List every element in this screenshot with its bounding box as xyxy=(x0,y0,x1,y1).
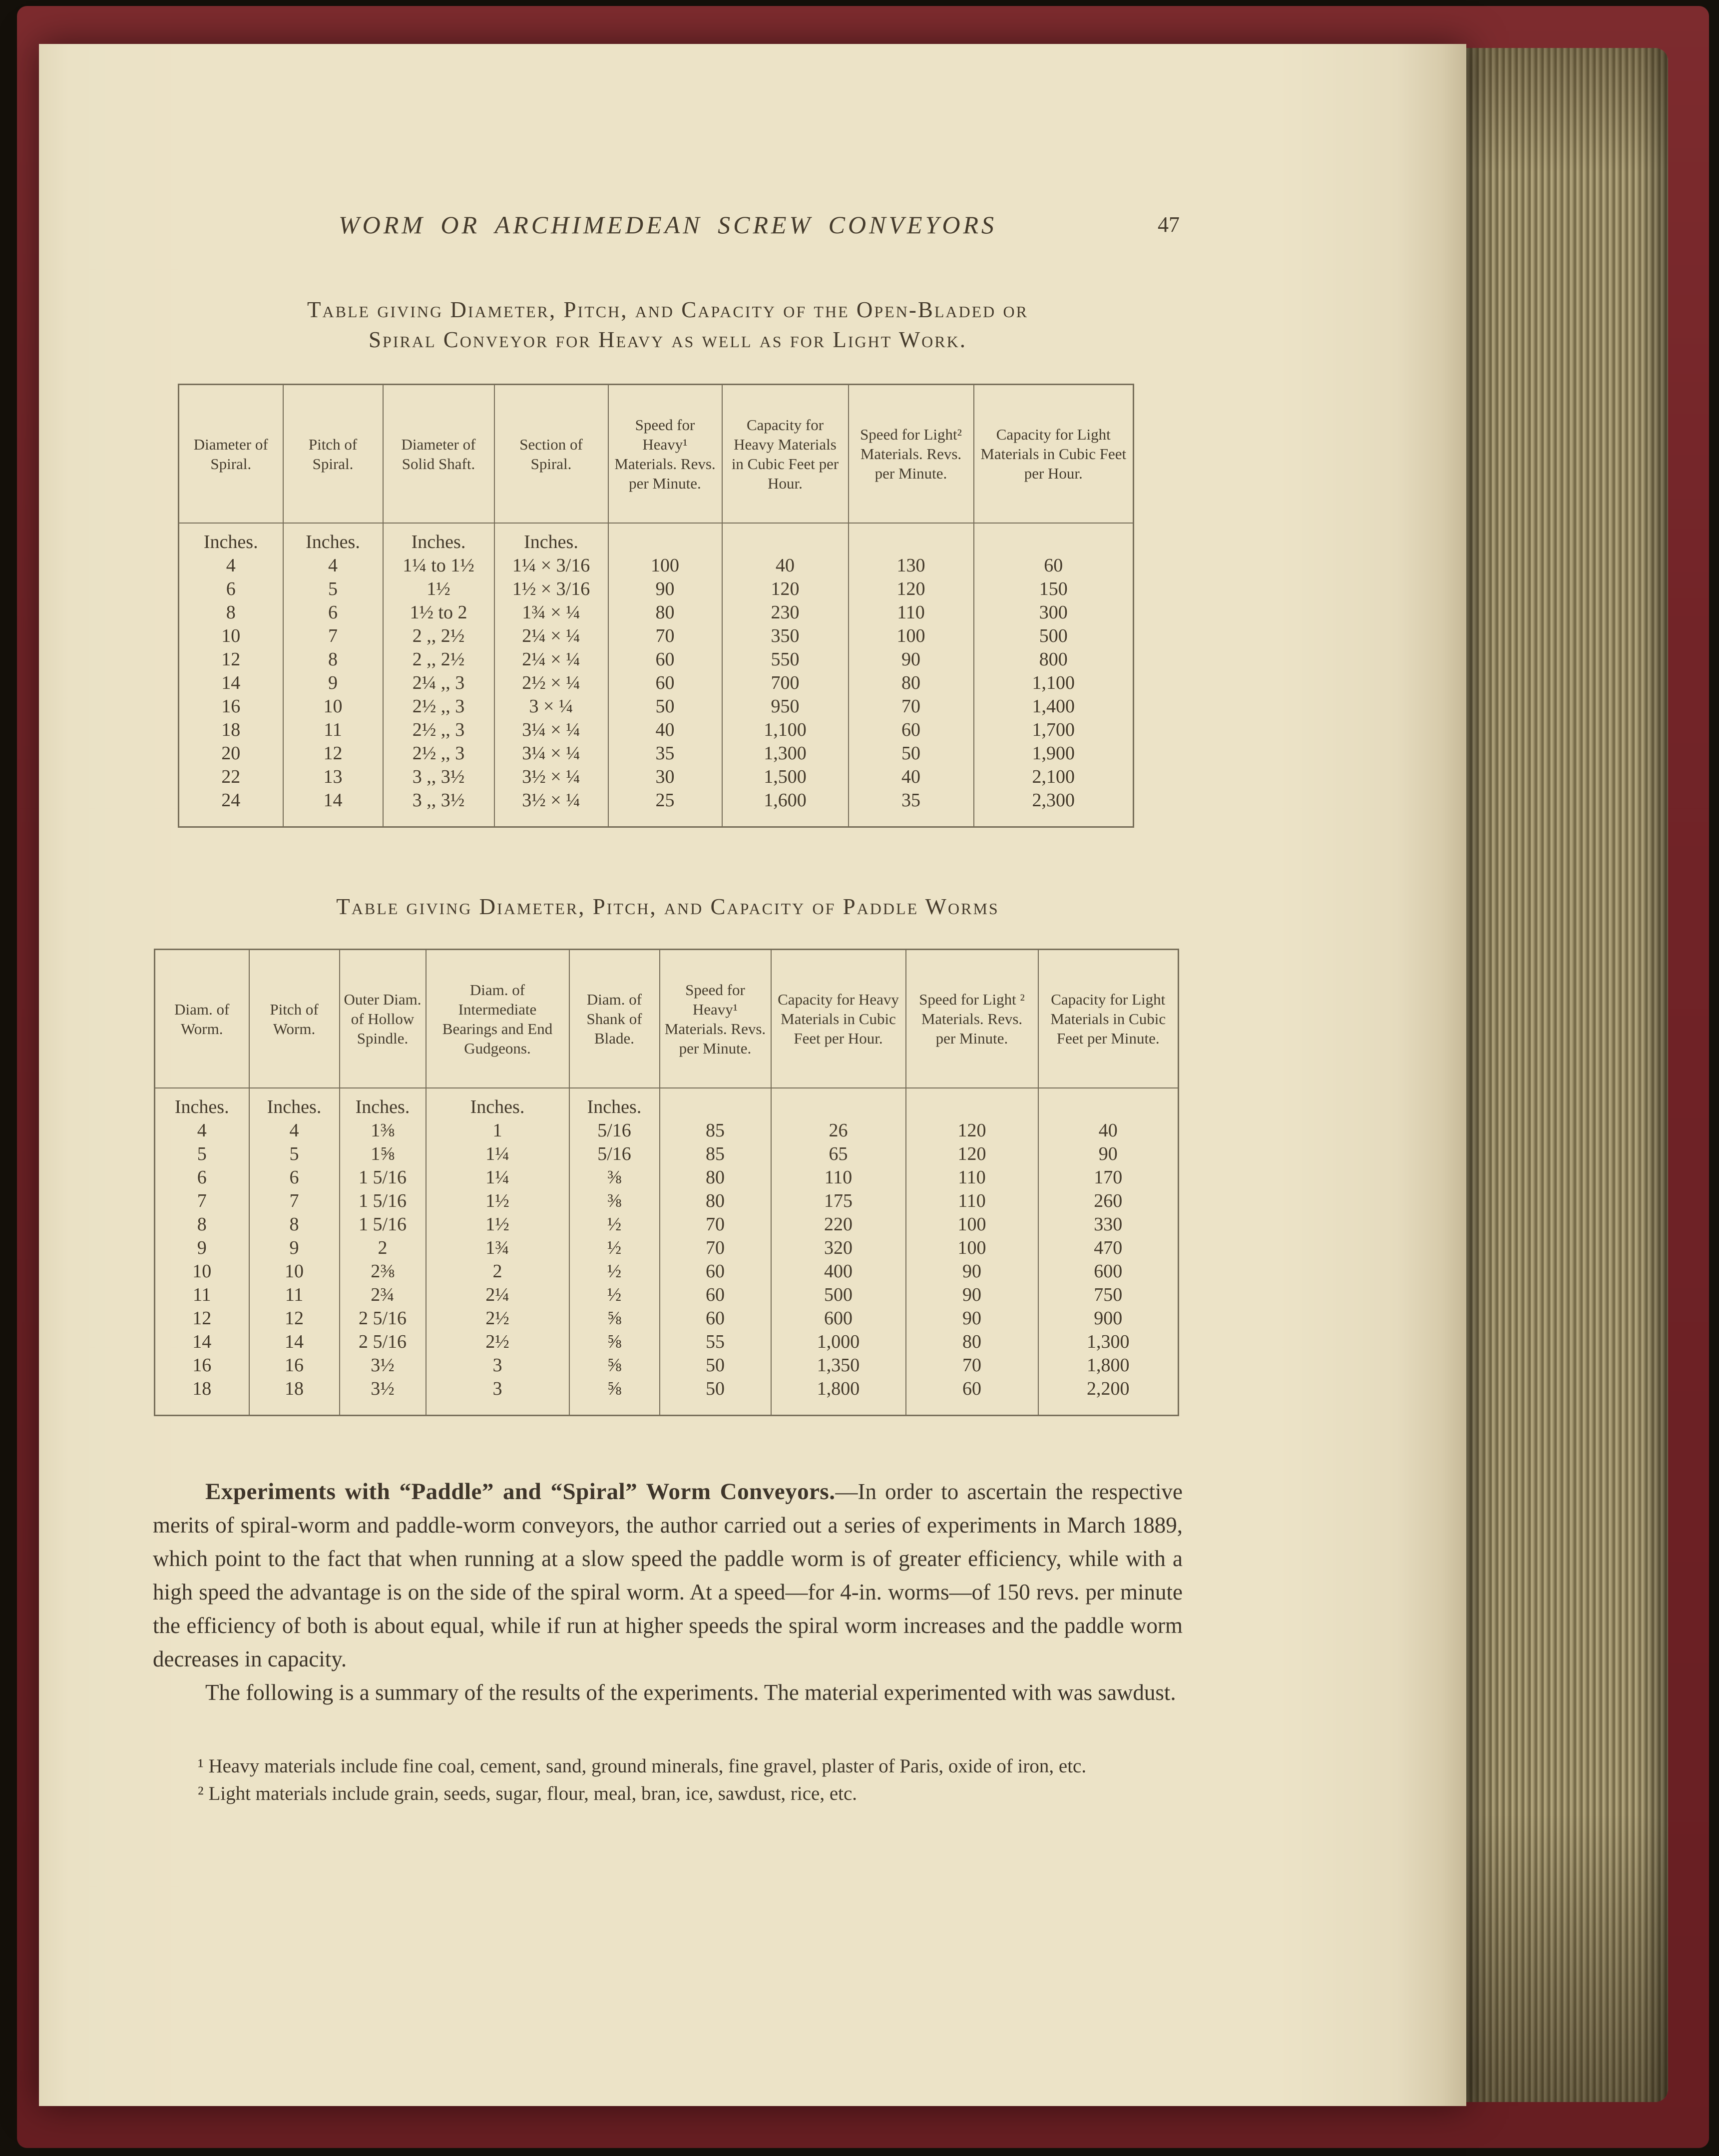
column-header: Diam. of Worm. xyxy=(155,950,249,1088)
spiral-conveyor-units xyxy=(179,523,1134,554)
table-cell: 5/16 xyxy=(569,1142,660,1166)
table-cell: 8 xyxy=(283,648,383,671)
table-cell: 100 xyxy=(849,624,974,648)
table-cell: 11 xyxy=(283,718,383,742)
table-cell: 60 xyxy=(906,1377,1038,1416)
table-cell: 120 xyxy=(906,1142,1038,1166)
table-cell: Inches. xyxy=(340,1088,426,1119)
table-row xyxy=(179,648,1134,671)
table-cell: 14 xyxy=(283,789,383,827)
table-cell: 9 xyxy=(249,1236,340,1260)
table-row xyxy=(155,1354,1179,1377)
table2-title xyxy=(153,892,1183,922)
table-cell: 2¼ ,, 3 xyxy=(383,671,494,695)
table-row xyxy=(155,1377,1179,1416)
column-header: Outer Diam. of Hollow Spindle. xyxy=(340,950,426,1088)
table-row xyxy=(179,789,1134,827)
column-header: Speed for Heavy¹ Materials. Revs. per Minute. xyxy=(660,950,771,1088)
table-cell: 2¼ xyxy=(426,1283,569,1307)
table-cell: 1¾ xyxy=(426,1236,569,1260)
table-cell: 9 xyxy=(283,671,383,695)
table-cell: 18 xyxy=(155,1377,249,1416)
table-cell: 1,400 xyxy=(1032,696,1075,717)
book-page xyxy=(39,44,1466,2106)
table-cell: 2½ ,, 3 xyxy=(383,742,494,765)
column-header: Capacity for Heavy Materials in Cubic Feet per Hour. xyxy=(722,385,849,524)
column-header: Diameter of Spiral. xyxy=(179,385,283,524)
table-cell: 25 xyxy=(608,789,722,827)
table-cell: 50 xyxy=(608,695,722,718)
table-cell: 10 xyxy=(179,624,283,648)
table-cell: 7 xyxy=(249,1189,340,1213)
table-cell: 4 xyxy=(249,1119,340,1142)
table-row xyxy=(155,1142,1179,1166)
header-row xyxy=(155,950,1179,1088)
running-head: WORM OR ARCHIMEDEAN SCREW CONVEYORS xyxy=(338,211,997,239)
column-header: Capacity for Heavy Materials in Cubic Feet per Hour. xyxy=(771,950,906,1088)
table-cell: 6 xyxy=(179,577,283,601)
table-cell: 500 xyxy=(1039,625,1068,646)
table-cell: 10 xyxy=(283,695,383,718)
column-header: Diameter of Solid Shaft. xyxy=(383,385,494,524)
paragraph-lead-heading: Experiments with “Paddle” and “Spiral” Worm Conveyors. xyxy=(205,1479,836,1505)
table-cell: 70 xyxy=(906,1354,1038,1377)
table-cell: 40 xyxy=(849,765,974,789)
spiral-conveyor-table-head xyxy=(179,385,1134,524)
table-row xyxy=(155,1189,1179,1213)
table-cell: 14 xyxy=(249,1330,340,1354)
table-cell: Inches. xyxy=(283,523,383,554)
table-cell: 1¼ xyxy=(426,1166,569,1189)
table-cell: Inches. xyxy=(179,523,283,554)
table-cell: 500 xyxy=(771,1283,906,1307)
table-cell: 16 xyxy=(155,1354,249,1377)
table-cell: 1⅜ xyxy=(340,1119,426,1142)
table-cell: 26 xyxy=(771,1119,906,1142)
table-cell: 80 xyxy=(660,1166,771,1189)
table1-title-line1: Table giving Diameter, Pitch, and Capacity of the Open-Bladed or xyxy=(307,297,1028,322)
table-cell: 4 xyxy=(155,1119,249,1142)
column-header: Diam. of Shank of Blade. xyxy=(569,950,660,1088)
table-cell: 1,700 xyxy=(1032,719,1075,740)
table-cell: 320 xyxy=(771,1236,906,1260)
table-cell: 60 xyxy=(608,648,722,671)
table-cell: 7 xyxy=(155,1189,249,1213)
table-cell: 1¾ × ¼ xyxy=(494,601,608,624)
column-header: Speed for Light ² Materials. Revs. per Minute. xyxy=(906,950,1038,1088)
table-row xyxy=(155,1119,1179,1142)
table-cell: 1,800 xyxy=(771,1377,906,1416)
column-header: Pitch of Spiral. xyxy=(283,385,383,524)
table-cell: 1½ to 2 xyxy=(383,601,494,624)
table-cell: 700 xyxy=(722,671,849,695)
table-cell: 220 xyxy=(771,1213,906,1236)
table-cell: 110 xyxy=(906,1166,1038,1189)
header-row xyxy=(179,385,1134,524)
table-cell: 3½ × ¼ xyxy=(494,765,608,789)
table-cell xyxy=(849,523,974,554)
table-cell: 90 xyxy=(906,1283,1038,1307)
table-row xyxy=(155,1088,1179,1119)
table-cell: 1 xyxy=(426,1119,569,1142)
table-cell: 3½ xyxy=(340,1354,426,1377)
table-cell: 35 xyxy=(849,789,974,827)
table-cell: 3 xyxy=(426,1354,569,1377)
page-header xyxy=(153,209,1183,247)
spiral-conveyor-body xyxy=(179,554,1134,827)
table-cell: 10 xyxy=(249,1260,340,1283)
table-cell: 6 xyxy=(155,1166,249,1189)
table-cell: Inches. xyxy=(494,523,608,554)
table-cell: 90 xyxy=(849,648,974,671)
table-cell: 24 xyxy=(179,789,283,827)
table-cell: 90 xyxy=(906,1260,1038,1283)
table-cell: 3½ × ¼ xyxy=(494,789,608,827)
table-cell: 22 xyxy=(179,765,283,789)
table-cell: 230 xyxy=(722,601,849,624)
table-cell: 8 xyxy=(179,601,283,624)
paddle-worms-body xyxy=(155,1119,1179,1416)
table-row xyxy=(179,695,1134,718)
table-row xyxy=(155,1166,1179,1189)
table-cell: 3¼ × ¼ xyxy=(494,742,608,765)
table-cell: 18 xyxy=(249,1377,340,1416)
table-cell: 1,100 xyxy=(722,718,849,742)
table-cell: 2½ xyxy=(426,1330,569,1354)
table-cell: 2⅜ xyxy=(340,1260,426,1283)
table-cell: 55 xyxy=(660,1330,771,1354)
table-cell: 2 ,, 2½ xyxy=(383,648,494,671)
table-cell: 5 xyxy=(283,577,383,601)
table-cell: 1,600 xyxy=(722,789,849,827)
table-cell: Inches. xyxy=(155,1088,249,1119)
table-cell: 50 xyxy=(849,742,974,765)
table-cell: 1¼ × 3/16 xyxy=(494,554,608,577)
table-cell: 2½ ,, 3 xyxy=(383,695,494,718)
table-cell: 12 xyxy=(155,1307,249,1330)
table-cell: Inches. xyxy=(426,1088,569,1119)
table-cell: 2½ xyxy=(426,1307,569,1330)
table-row xyxy=(179,765,1134,789)
table-cell xyxy=(771,1088,906,1119)
table-cell: 12 xyxy=(179,648,283,671)
table-cell: ½ xyxy=(569,1260,660,1283)
table-cell: 1,300 xyxy=(1087,1331,1130,1352)
table-cell: 350 xyxy=(722,624,849,648)
table-cell: 950 xyxy=(722,695,849,718)
table-cell: 2,200 xyxy=(1087,1378,1130,1399)
table-cell: ⅝ xyxy=(569,1307,660,1330)
column-header: Diam. of Intermediate Bearings and End Gudgeons. xyxy=(426,950,569,1088)
table-row xyxy=(179,671,1134,695)
table-cell: 1⅝ xyxy=(340,1142,426,1166)
table-cell: 470 xyxy=(1094,1237,1123,1258)
table-cell: 5 xyxy=(155,1142,249,1166)
table-cell: 2 5/16 xyxy=(340,1307,426,1330)
table-cell xyxy=(660,1088,771,1119)
table-cell: 8 xyxy=(249,1213,340,1236)
table-cell: 170 xyxy=(1094,1167,1123,1188)
table-cell xyxy=(1038,1088,1179,1119)
table-row xyxy=(155,1236,1179,1260)
paddle-worms-table-head xyxy=(155,950,1179,1088)
table-cell: 1,000 xyxy=(771,1330,906,1354)
table-cell: 16 xyxy=(249,1354,340,1377)
table-cell: 5/16 xyxy=(569,1119,660,1142)
table-cell: 2¾ xyxy=(340,1283,426,1307)
table-cell: 13 xyxy=(283,765,383,789)
table-cell: 70 xyxy=(849,695,974,718)
table-cell: 2 xyxy=(426,1260,569,1283)
table-cell: 2¼ × ¼ xyxy=(494,648,608,671)
table-cell: 14 xyxy=(179,671,283,695)
table-cell: 70 xyxy=(660,1236,771,1260)
table-cell: 60 xyxy=(660,1260,771,1283)
table-row xyxy=(179,554,1134,577)
table-cell: 35 xyxy=(608,742,722,765)
table-cell: 18 xyxy=(179,718,283,742)
table-cell: 3½ xyxy=(340,1377,426,1416)
table-cell: 16 xyxy=(179,695,283,718)
table-cell: 1¼ xyxy=(426,1142,569,1166)
table-cell: 40 xyxy=(608,718,722,742)
table-cell: 5 xyxy=(249,1142,340,1166)
table-cell: 60 xyxy=(1044,555,1063,576)
table-cell: 120 xyxy=(722,577,849,601)
table-cell: 300 xyxy=(1039,602,1068,623)
table-cell: 110 xyxy=(906,1189,1038,1213)
table-row xyxy=(179,742,1134,765)
table-cell: 40 xyxy=(722,554,849,577)
table-cell: ⅝ xyxy=(569,1330,660,1354)
table-row xyxy=(179,601,1134,624)
paddle-worms-units xyxy=(155,1088,1179,1119)
table-cell: 11 xyxy=(155,1283,249,1307)
table-cell: 400 xyxy=(771,1260,906,1283)
table-cell: 6 xyxy=(283,601,383,624)
table-cell: 1,350 xyxy=(771,1354,906,1377)
column-header: Capacity for Light Materials in Cubic Feet per Minute. xyxy=(1038,950,1179,1088)
book-page-edges xyxy=(1466,48,1668,2102)
table-row xyxy=(179,624,1134,648)
table-cell: 2,100 xyxy=(1032,766,1075,787)
table-cell: 6 xyxy=(249,1166,340,1189)
table-row xyxy=(155,1307,1179,1330)
table-cell: ½ xyxy=(569,1283,660,1307)
table-cell: 20 xyxy=(179,742,283,765)
table-cell: 9 xyxy=(155,1236,249,1260)
table-cell: 100 xyxy=(906,1213,1038,1236)
table-cell: 10 xyxy=(155,1260,249,1283)
table-cell xyxy=(608,523,722,554)
table-cell: 60 xyxy=(660,1283,771,1307)
table-cell: 2½ × ¼ xyxy=(494,671,608,695)
table-cell: 90 xyxy=(906,1307,1038,1330)
page-number: 47 xyxy=(1158,212,1180,237)
table-cell: ⅜ xyxy=(569,1189,660,1213)
table-cell: 2 5/16 xyxy=(340,1330,426,1354)
table-cell: ½ xyxy=(569,1236,660,1260)
table-row xyxy=(155,1213,1179,1236)
table-cell: 750 xyxy=(1094,1284,1123,1305)
table-cell: 80 xyxy=(660,1189,771,1213)
footnotes xyxy=(153,1752,1183,1807)
table-cell: 50 xyxy=(660,1354,771,1377)
table-cell: 1,100 xyxy=(1032,672,1075,693)
table-cell: 60 xyxy=(849,718,974,742)
table-cell: 80 xyxy=(906,1330,1038,1354)
table-cell: 85 xyxy=(660,1142,771,1166)
table-cell: 1 5/16 xyxy=(340,1213,426,1236)
table-cell: 1½ xyxy=(426,1213,569,1236)
table-cell: 260 xyxy=(1094,1190,1123,1211)
table-cell: 900 xyxy=(1094,1308,1123,1329)
table-cell: 3 xyxy=(426,1377,569,1416)
table-cell: 175 xyxy=(771,1189,906,1213)
table-cell: 12 xyxy=(249,1307,340,1330)
column-header: Capacity for Light Materials in Cubic Feet per Hour. xyxy=(974,385,1134,524)
table-cell: 12 xyxy=(283,742,383,765)
table-cell: ⅜ xyxy=(569,1166,660,1189)
column-header: Pitch of Worm. xyxy=(249,950,340,1088)
table-cell: 50 xyxy=(660,1377,771,1416)
table2-title-line1: Table giving Diameter, Pitch, and Capacity of Paddle Worms xyxy=(336,894,999,919)
table-cell: Inches. xyxy=(569,1088,660,1119)
table-cell: Inches. xyxy=(249,1088,340,1119)
table-row xyxy=(179,718,1134,742)
table-cell: 110 xyxy=(771,1166,906,1189)
table-cell: 120 xyxy=(906,1119,1038,1142)
table-cell: 1,300 xyxy=(722,742,849,765)
table-cell: 3 ,, 3½ xyxy=(383,765,494,789)
table-cell: 1,800 xyxy=(1087,1355,1130,1376)
paragraph-summary: The following is a summary of the results of the experiments. The material experimented with was sawdust. xyxy=(205,1680,1176,1705)
table-cell: 1,500 xyxy=(722,765,849,789)
table-cell: 65 xyxy=(771,1142,906,1166)
paddle-worms-table xyxy=(154,949,1179,1416)
table-cell: 2 xyxy=(340,1236,426,1260)
table-cell: 600 xyxy=(771,1307,906,1330)
table-cell: 330 xyxy=(1094,1214,1123,1235)
table-row xyxy=(179,577,1134,601)
table-cell: ½ xyxy=(569,1213,660,1236)
paragraph-lead-body: —In order to ascertain the respective merits of spiral-worm and paddle-worm conveyors, the author carried out a series of experiments in March 1889, which point to the fact that when running at a slow speed the paddle worm is of greater efficiency, while with a high speed the advantage is on the side of the spiral worm. At a speed—for 4-in. worms—of 150 revs. per minute the efficiency of both is about equal, while if run at higher speeds the spiral worm increases and the paddle worm decreases in capacity. xyxy=(153,1479,1183,1671)
footnote-light-materials: ² Light materials include grain, seeds, sugar, flour, meal, bran, ice, sawdust, rice, etc. xyxy=(198,1783,858,1804)
column-header: Speed for Heavy¹ Materials. Revs. per Minute. xyxy=(608,385,722,524)
table-cell: Inches. xyxy=(383,523,494,554)
table-cell: 80 xyxy=(608,601,722,624)
table-cell: 8 xyxy=(155,1213,249,1236)
column-header: Speed for Light² Materials. Revs. per Minute. xyxy=(849,385,974,524)
page-content xyxy=(153,209,1183,1807)
table-cell: 3 ,, 3½ xyxy=(383,789,494,827)
table-cell: 70 xyxy=(660,1213,771,1236)
table-cell: 600 xyxy=(1094,1261,1123,1282)
column-header: Section of Spiral. xyxy=(494,385,608,524)
table-cell: 60 xyxy=(608,671,722,695)
table-cell: 40 xyxy=(1098,1120,1118,1141)
table-cell: 90 xyxy=(1098,1143,1118,1164)
table-cell: 550 xyxy=(722,648,849,671)
table-cell: 800 xyxy=(1039,649,1068,670)
spiral-conveyor-table xyxy=(178,384,1134,828)
table-cell: 1,900 xyxy=(1032,743,1075,764)
table-cell: 4 xyxy=(179,554,283,577)
table-cell: 150 xyxy=(1039,578,1068,599)
table-cell: 2,300 xyxy=(1032,790,1075,811)
table-cell: 85 xyxy=(660,1119,771,1142)
table-cell: 1½ × 3/16 xyxy=(494,577,608,601)
table-cell: ⅝ xyxy=(569,1354,660,1377)
table-cell: 1½ xyxy=(383,577,494,601)
table-cell: 120 xyxy=(849,577,974,601)
table1-title xyxy=(153,295,1183,355)
table-cell: ⅝ xyxy=(569,1377,660,1416)
table-cell: 14 xyxy=(155,1330,249,1354)
table1-title-line2: Spiral Conveyor for Heavy as well as for Light Work. xyxy=(369,327,967,352)
table-cell xyxy=(722,523,849,554)
table-cell: 90 xyxy=(608,577,722,601)
table-cell: 2¼ × ¼ xyxy=(494,624,608,648)
table-cell: 130 xyxy=(849,554,974,577)
table-row xyxy=(179,523,1134,554)
table-cell: 3¼ × ¼ xyxy=(494,718,608,742)
table-cell xyxy=(906,1088,1038,1119)
table-cell: 4 xyxy=(283,554,383,577)
table-cell: 70 xyxy=(608,624,722,648)
table-row xyxy=(155,1260,1179,1283)
table-cell: 2½ ,, 3 xyxy=(383,718,494,742)
table-cell: 1¼ to 1½ xyxy=(383,554,494,577)
table-cell: 2 ,, 2½ xyxy=(383,624,494,648)
table-cell: 1½ xyxy=(426,1189,569,1213)
table-cell: 7 xyxy=(283,624,383,648)
table-cell: 60 xyxy=(660,1307,771,1330)
table-cell: 1 5/16 xyxy=(340,1189,426,1213)
table-cell: 100 xyxy=(608,554,722,577)
table-cell: 80 xyxy=(849,671,974,695)
table-cell: 3 × ¼ xyxy=(494,695,608,718)
table-cell: 100 xyxy=(906,1236,1038,1260)
table-cell: 110 xyxy=(849,601,974,624)
footnote-heavy-materials: ¹ Heavy materials include fine coal, cement, sand, ground minerals, fine gravel, plaster of Paris, oxide of iron, etc. xyxy=(198,1755,1087,1777)
table-row xyxy=(155,1283,1179,1307)
table-row xyxy=(155,1330,1179,1354)
paragraph-experiments xyxy=(153,1475,1183,1676)
table-cell xyxy=(974,523,1134,554)
table-cell: 11 xyxy=(249,1283,340,1307)
table-cell: 30 xyxy=(608,765,722,789)
table-cell: 1 5/16 xyxy=(340,1166,426,1189)
